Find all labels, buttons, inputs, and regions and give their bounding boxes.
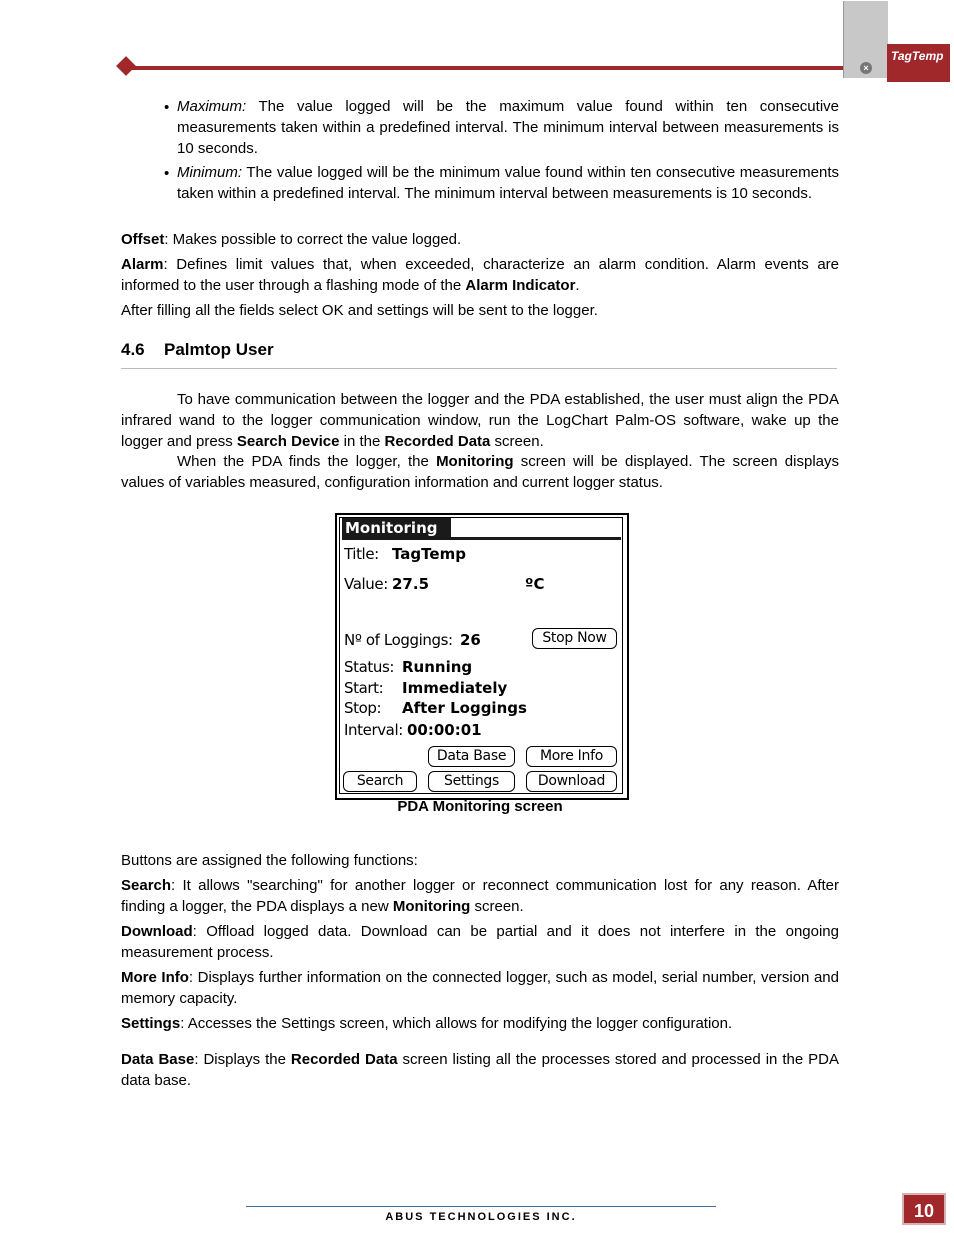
header-diamond — [116, 56, 136, 76]
bullet-maximum: Maximum: The value logged will be the maximum value found within ten consecutive measurements taken within a predefined interval. The minimum interval between measurements is 10 seconds. — [177, 98, 839, 157]
pda-stop-label: Stop: — [344, 699, 382, 717]
section-heading: 4.6 Palmtop User — [121, 340, 274, 359]
pda-interval-value: 00:00:01 — [407, 721, 482, 739]
pda-start-value: Immediately — [402, 679, 508, 697]
offset-paragraph: Offset: Makes possible to correct the value logged. — [121, 231, 462, 248]
figure-caption: PDA Monitoring screen — [397, 798, 563, 815]
data-base-paragraph: Data Base: Displays the Recorded Data screen listing all the processes stored and processed in the PDA data base. — [121, 1051, 839, 1089]
more-info-button[interactable]: More Info — [526, 746, 617, 767]
pda-unit: ºC — [525, 575, 545, 593]
bullet-dot: • — [164, 99, 170, 116]
pda-stop-value: After Loggings — [402, 699, 527, 717]
search-button[interactable]: Search — [343, 771, 417, 792]
settings-paragraph: Settings: Accesses the Settings screen, which allows for modifying the logger configuration. — [121, 1015, 733, 1032]
brand-tab — [887, 44, 950, 82]
pda-title-underline — [342, 537, 621, 540]
pda-status-value: Running — [402, 658, 473, 676]
pda-loggings-value: 26 — [460, 631, 481, 649]
stop-now-button[interactable]: Stop Now — [532, 628, 617, 649]
footer-company: ABUS TECHNOLOGIES INC. — [385, 1211, 577, 1223]
after-paragraph: After filling all the fields select OK and settings will be sent to the logger. — [121, 302, 598, 319]
intro-paragraph-2: When the PDA finds the logger, the Monitoring screen will be displayed. The screen displays values of variables measured, configuration information and current logger status. — [121, 453, 839, 491]
pda-interval-label: Interval: — [344, 721, 403, 739]
pda-status-label: Status: — [344, 658, 395, 676]
data-base-button[interactable]: Data Base — [428, 746, 515, 767]
pda-title-label: Title: — [344, 545, 379, 563]
pda-value-value: 27.5 — [392, 575, 430, 593]
bullet-minimum: Minimum: The value logged will be the minimum value found within ten consecutive measurements taken within a predefined interval. The minimum interval between measurements is 10 seconds. — [177, 164, 839, 202]
functions-intro: Buttons are assigned the following functions: — [121, 852, 418, 869]
settings-button[interactable]: Settings — [428, 771, 515, 792]
section-rule — [121, 368, 837, 369]
more-info-paragraph: More Info: Displays further information on the connected logger, such as model, serial number, version and memory capacity. — [121, 969, 839, 1007]
pda-title-value: TagTemp — [392, 545, 466, 563]
page-number: 10 — [902, 1193, 946, 1225]
footer-rule — [246, 1206, 716, 1207]
close-icon: × — [860, 62, 872, 74]
pda-loggings-label: Nº of Loggings: — [344, 631, 453, 649]
intro-paragraph-1: To have communication between the logger and the PDA established, the user must align the PDA infrared wand to the logger communication window, run the LogChart Palm-OS software, wake up the logger and press Search Device in the Recorded Data screen. — [121, 391, 839, 450]
download-paragraph: Download: Offload logged data. Download can be partial and it does not interfere in the ongoing measurement process. — [121, 923, 839, 961]
search-paragraph: Search: It allows "searching" for another logger or reconnect communication lost for any reason. After finding a logger, the PDA displays a new Monitoring screen. — [121, 877, 839, 915]
brand-tab-label: TagTemp — [891, 49, 944, 63]
pda-value-label: Value: — [344, 575, 388, 593]
pda-title-bar: Monitoring — [342, 518, 451, 538]
alarm-paragraph: Alarm: Defines limit values that, when exceeded, characterize an alarm condition. Alarm events are informed to the user through a flashing mode of the Alarm Indicator. — [121, 256, 839, 294]
download-button[interactable]: Download — [526, 771, 617, 792]
header-rule — [128, 66, 856, 70]
pda-start-label: Start: — [344, 679, 384, 697]
bullet-dot: • — [164, 165, 170, 182]
